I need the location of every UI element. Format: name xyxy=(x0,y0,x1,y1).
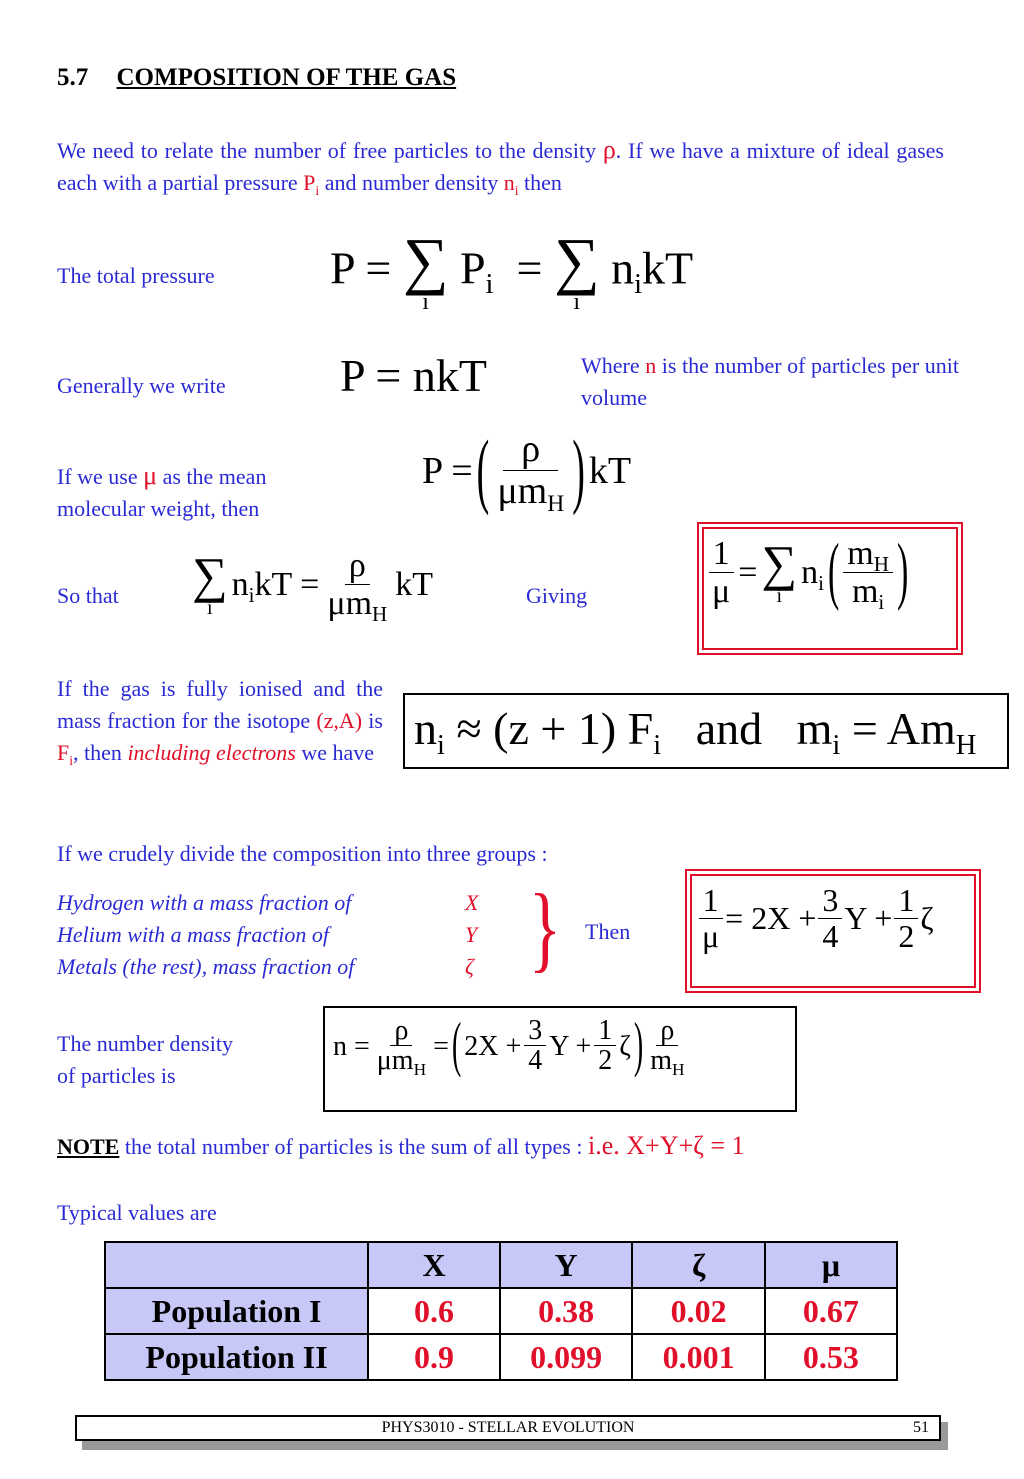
table-cell: 0.67 xyxy=(765,1288,897,1334)
table-cell: 0.099 xyxy=(500,1334,633,1380)
mu-result-equation: $\frac{1}{\mu}$ = ∑ i $n_i$ ( $\frac{m_H}{m_i}$ ) xyxy=(708,536,908,610)
table-header-cell xyxy=(105,1242,368,1288)
total-pressure-label: The total pressure xyxy=(57,263,215,288)
table-row xyxy=(105,1334,897,1380)
rho-symbol: ρ xyxy=(602,135,616,164)
section-title: COMPOSITION OF THE GAS xyxy=(116,64,457,91)
group-item-hydrogen: Hydrogen with a mass fraction of xyxy=(57,890,352,915)
table-cell: 0.02 xyxy=(632,1288,765,1334)
generally-label: Generally we write xyxy=(57,373,226,398)
where-note: Where n is the number of particles per unit volume xyxy=(581,353,959,410)
symbol-x: X xyxy=(465,890,479,915)
table-row-label: Population II xyxy=(105,1334,368,1380)
group-item-metals: Metals (the rest), mass fraction of xyxy=(57,954,355,979)
table-header-cell: μ xyxy=(765,1242,897,1288)
groups-symbols xyxy=(465,887,478,983)
ideal-gas-equation: P = nkT xyxy=(340,350,487,401)
then-label: Then xyxy=(585,919,631,944)
so-that-label: So that xyxy=(57,583,119,608)
table-cell: 0.001 xyxy=(632,1334,765,1380)
giving-label: Giving xyxy=(526,583,588,608)
table-header-cell: ζ xyxy=(632,1242,765,1288)
footer-bar xyxy=(75,1415,941,1441)
mu-label: If we use μ as the mean molecular weight, then xyxy=(57,461,267,521)
section-number: 5.7 xyxy=(57,64,89,91)
pressure-mu-equation: P = ( $\frac{\rho}{\mu m_H}$ ) kT xyxy=(422,425,632,518)
number-density-label: The number density of particles is xyxy=(57,1031,233,1088)
table-cell: 0.9 xyxy=(368,1334,500,1380)
number-density-equation: n = $\frac{\rho}{\mu m_H}$ = ( 2X + $\frac{3}{4}$ Y + $\frac{1}{2}$ ζ ) $\frac{\rho}{m_H}$ xyxy=(333,1011,685,1080)
note-line: NOTE the total number of particles is the sum of all types : i.e. X+Y+ζ = 1 xyxy=(57,1131,745,1160)
footer-course: PHYS3010 - STELLAR EVOLUTION xyxy=(381,1419,635,1436)
groups-list xyxy=(57,887,354,983)
table-row xyxy=(105,1288,897,1334)
groups-intro: If we crudely divide the composition into three groups : xyxy=(57,841,548,866)
so-that-equation: ∑ i $n_ikT$ = $\frac{\rho}{\mu m_H}$ kT xyxy=(192,546,434,627)
symbol-zeta: ζ xyxy=(465,954,474,979)
symbol-y: Y xyxy=(465,922,478,947)
ionised-equation: $n_i \approx (z + 1)$ $F_i$ and $m_i = Am_H$ xyxy=(414,703,977,761)
table-header-cell: Y xyxy=(500,1242,633,1288)
table-cell: 0.53 xyxy=(765,1334,897,1380)
mu-groups-equation: $\frac{1}{\mu}$ = 2X + $\frac{3}{4}$ Y + $\frac{1}{2}$ ζ xyxy=(698,884,934,954)
table-header-row xyxy=(105,1242,897,1288)
note-equation: i.e. X+Y+ζ = 1 xyxy=(587,1131,745,1160)
table-cell: 0.38 xyxy=(500,1288,633,1334)
footer-page-number: 51 xyxy=(913,1419,929,1436)
values-table xyxy=(104,1241,898,1381)
table-cell: 0.6 xyxy=(368,1288,500,1334)
note-word: NOTE xyxy=(57,1134,120,1159)
group-item-helium: Helium with a mass fraction of xyxy=(57,922,329,947)
table-header-cell: X xyxy=(368,1242,500,1288)
total-pressure-equation: P = ∑ i $P_i$ = ∑ i $n_ikT$ xyxy=(330,225,694,315)
intro-paragraph: We need to relate the number of free particles to the density ρ. If we have a mixture of ideal gases each with a partial pressure $P_i$ and number density $n_i$ then xyxy=(57,135,944,198)
ionised-paragraph: If the gas is fully ionised and the mass fraction for the isotope (z,A) is $F_i$, then including electrons we have xyxy=(57,676,383,768)
brace-icon: } xyxy=(528,874,562,981)
section-heading xyxy=(57,62,456,94)
table-row-label: Population I xyxy=(105,1288,368,1334)
typical-label: Typical values are xyxy=(57,1200,217,1225)
